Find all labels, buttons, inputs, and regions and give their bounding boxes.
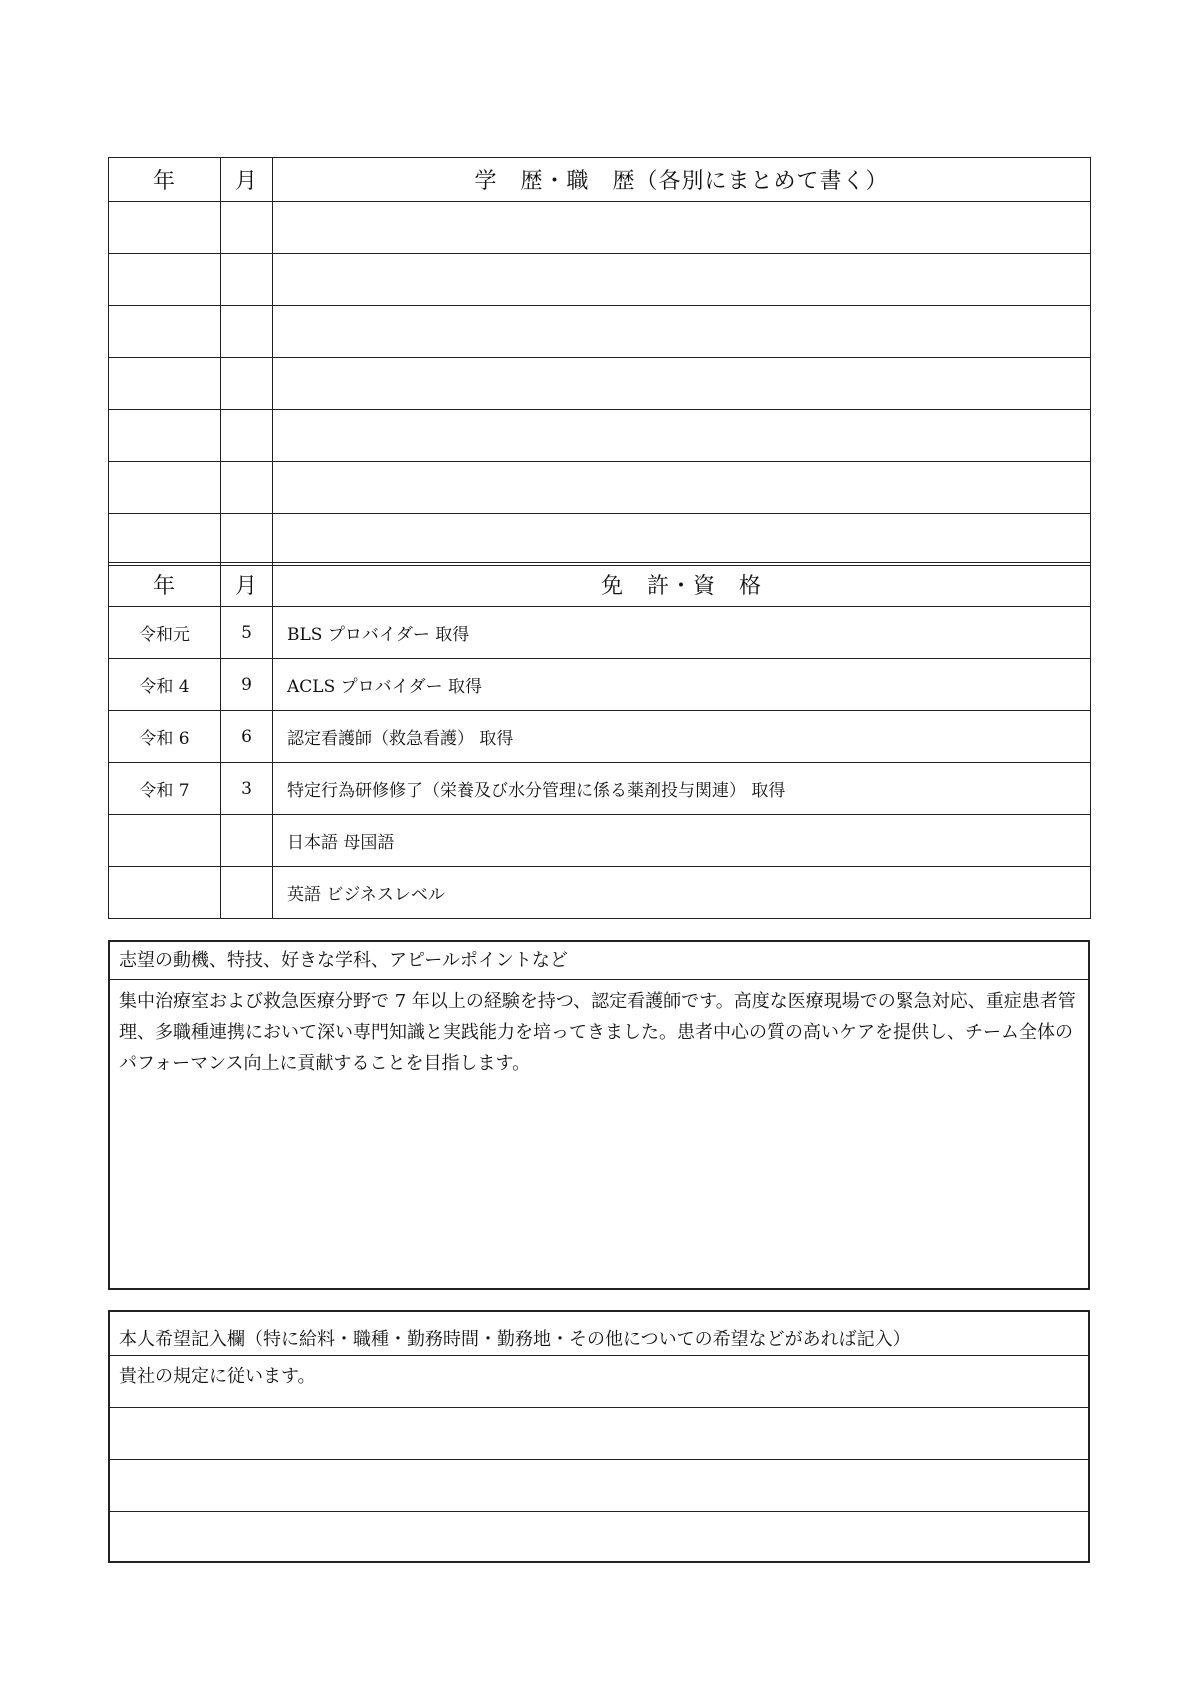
wishes-title: 本人希望記入欄（特に給料・職種・勤務時間・勤務地・その他についての希望などがあれば記入） [110, 1312, 1088, 1356]
license-year-cell[interactable]: 令和 7 [109, 763, 221, 815]
licenses-year-header: 年 [109, 563, 221, 607]
license-year-cell[interactable] [109, 815, 221, 867]
personal-wishes-box [108, 1310, 1090, 1563]
history-year-cell[interactable] [109, 358, 221, 410]
license-month-cell[interactable]: 5 [221, 607, 273, 659]
license-content-cell[interactable]: 英語 ビジネスレベル [273, 867, 1091, 919]
license-month-cell[interactable] [221, 867, 273, 919]
motivation-title: 志望の動機、特技、好きな学科、アピールポイントなど [110, 942, 1088, 980]
wishes-line[interactable] [110, 1512, 1088, 1564]
license-content-cell[interactable]: 日本語 母国語 [273, 815, 1091, 867]
history-content-header: 学 歴・職 歴（各別にまとめて書く） [273, 158, 1091, 202]
history-row [109, 306, 1091, 358]
history-month-cell[interactable] [221, 306, 273, 358]
history-year-cell[interactable] [109, 306, 221, 358]
licenses-month-header: 月 [221, 563, 273, 607]
history-year-cell[interactable] [109, 514, 221, 566]
motivation-box [108, 940, 1090, 1290]
license-year-cell[interactable]: 令和元 [109, 607, 221, 659]
history-year-cell[interactable] [109, 202, 221, 254]
history-content-cell[interactable] [273, 358, 1091, 410]
license-content-cell[interactable]: BLS プロバイダー 取得 [273, 607, 1091, 659]
history-content-cell[interactable] [273, 410, 1091, 462]
license-row [109, 607, 1091, 659]
wishes-line[interactable]: 貴社の規定に従います。 [110, 1356, 1088, 1408]
history-content-cell[interactable] [273, 202, 1091, 254]
history-row [109, 462, 1091, 514]
wishes-line[interactable] [110, 1408, 1088, 1460]
history-month-cell[interactable] [221, 254, 273, 306]
history-content-cell[interactable] [273, 462, 1091, 514]
license-row [109, 763, 1091, 815]
history-month-cell[interactable] [221, 514, 273, 566]
licenses-header-row [109, 563, 1091, 607]
motivation-text[interactable]: 集中治療室および救急医療分野で 7 年以上の経験を持つ、認定看護師です。高度な医療現場での緊急対応、重症患者管理、多職種連携において深い専門知識と実践能力を培ってきました。患者中心の質の高いケアを提供し、チーム全体のパフォーマンス向上に貢献することを目指します。 [119, 991, 1076, 1074]
history-year-cell[interactable] [109, 410, 221, 462]
history-content-cell[interactable] [273, 514, 1091, 566]
license-month-cell[interactable] [221, 815, 273, 867]
license-month-cell[interactable]: 6 [221, 711, 273, 763]
history-row [109, 358, 1091, 410]
education-work-history-table [108, 157, 1091, 566]
license-year-cell[interactable]: 令和 4 [109, 659, 221, 711]
history-content-cell[interactable] [273, 306, 1091, 358]
history-row [109, 202, 1091, 254]
license-row [109, 867, 1091, 919]
licenses-qualifications-table [108, 562, 1091, 919]
history-month-cell[interactable] [221, 462, 273, 514]
license-row [109, 711, 1091, 763]
history-month-cell[interactable] [221, 202, 273, 254]
history-header-row [109, 158, 1091, 202]
license-content-cell[interactable]: 特定行為研修修了（栄養及び水分管理に係る薬剤投与関連） 取得 [273, 763, 1091, 815]
license-row [109, 659, 1091, 711]
history-content-cell[interactable] [273, 254, 1091, 306]
history-year-cell[interactable] [109, 254, 221, 306]
history-row [109, 254, 1091, 306]
license-year-cell[interactable]: 令和 6 [109, 711, 221, 763]
history-month-cell[interactable] [221, 358, 273, 410]
license-month-cell[interactable]: 9 [221, 659, 273, 711]
history-month-cell[interactable] [221, 410, 273, 462]
history-year-header: 年 [109, 158, 221, 202]
license-year-cell[interactable] [109, 867, 221, 919]
history-row [109, 514, 1091, 566]
license-row [109, 815, 1091, 867]
licenses-content-header: 免 許・資 格 [273, 563, 1091, 607]
license-content-cell[interactable]: 認定看護師（救急看護） 取得 [273, 711, 1091, 763]
history-month-header: 月 [221, 158, 273, 202]
wishes-line[interactable] [110, 1460, 1088, 1512]
license-content-cell[interactable]: ACLS プロバイダー 取得 [273, 659, 1091, 711]
license-month-cell[interactable]: 3 [221, 763, 273, 815]
history-row [109, 410, 1091, 462]
history-year-cell[interactable] [109, 462, 221, 514]
